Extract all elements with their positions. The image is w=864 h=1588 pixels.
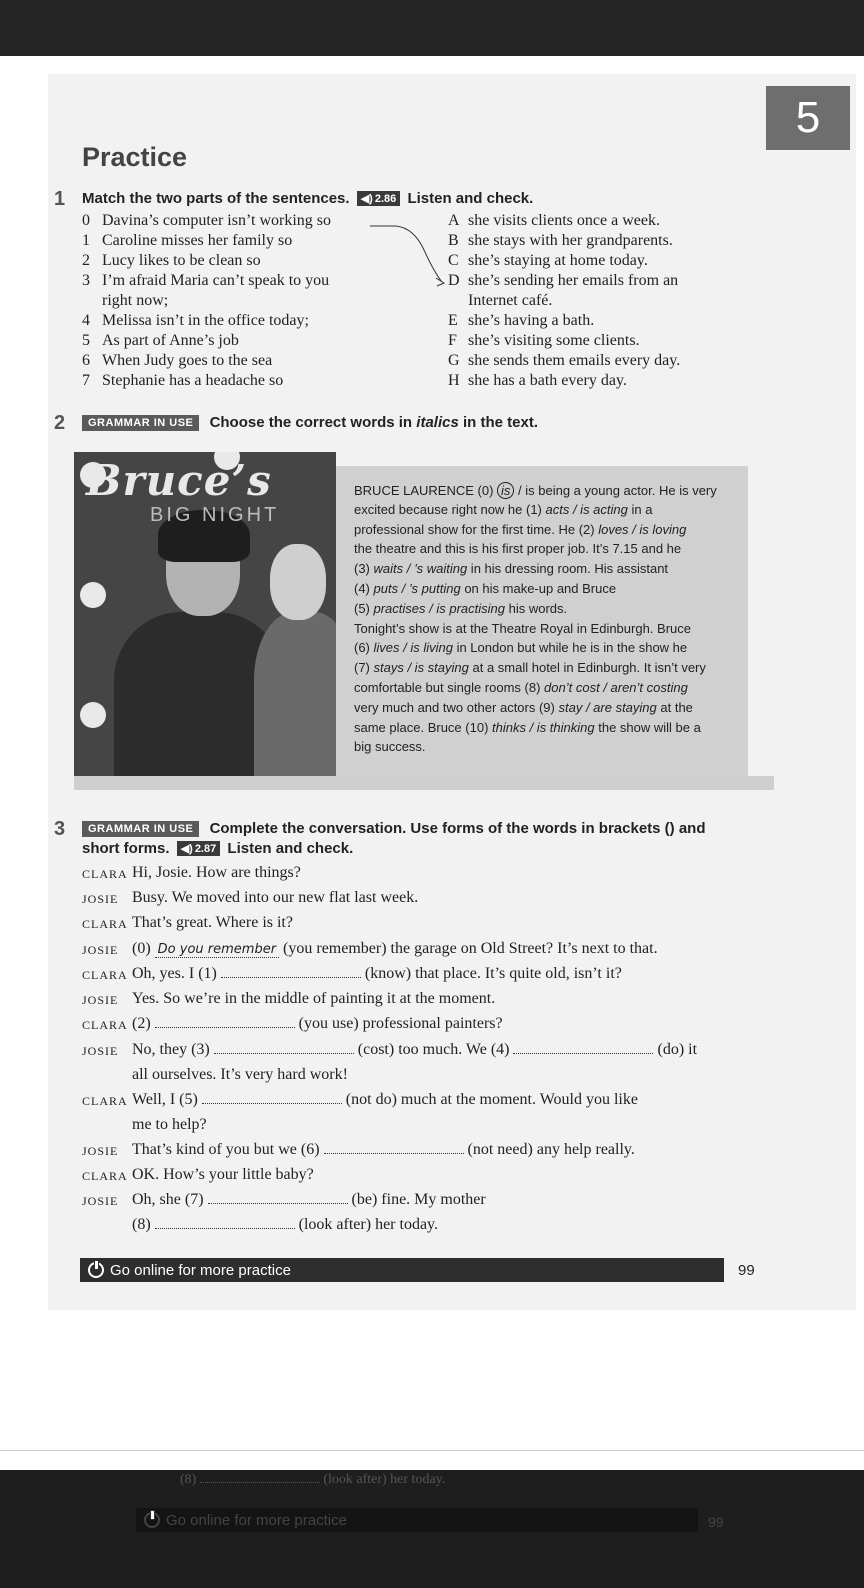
conversation-line bbox=[132, 1116, 207, 1134]
line-text: all ourselves. It’s very hard work! bbox=[132, 1066, 348, 1083]
reading-text-plain: big success. bbox=[354, 739, 426, 755]
ghost-line-b: (look after) her today. bbox=[319, 1472, 446, 1487]
reading-line bbox=[354, 601, 567, 616]
reading-line bbox=[354, 660, 706, 675]
item-text: When Judy goes to the sea bbox=[102, 352, 273, 369]
reading-line bbox=[354, 680, 688, 695]
exercise-3-instruction-end: Listen and check. bbox=[227, 840, 354, 857]
torn-edge bbox=[74, 776, 774, 790]
grammar-in-use-tag: GRAMMAR IN USE bbox=[82, 415, 199, 431]
match-right-item bbox=[448, 312, 594, 330]
item-letter: D bbox=[448, 272, 460, 289]
page-number: 99 bbox=[738, 1262, 755, 1279]
line-text: (do) it bbox=[653, 1041, 698, 1058]
top-dark-bar bbox=[0, 0, 864, 56]
ghost-page-number: 99 bbox=[708, 1514, 724, 1530]
item-letter: A bbox=[448, 212, 460, 229]
line-text: (0) bbox=[132, 940, 155, 957]
italic-choice[interactable]: lives / is living bbox=[373, 640, 453, 656]
conversation-line bbox=[132, 889, 418, 907]
reading-text-plain: the theatre and this is his first proper job. It’s 7.15 and he bbox=[354, 541, 682, 557]
conversation-line bbox=[132, 1166, 314, 1184]
conversation-line bbox=[132, 1091, 638, 1109]
reading-text-plain: in his dressing room. His assistant bbox=[467, 561, 669, 577]
line-text: Busy. We moved into our new flat last week. bbox=[132, 889, 419, 906]
item-number: 0 bbox=[82, 212, 90, 229]
item-text: right now; bbox=[102, 292, 169, 309]
italic-choice[interactable]: stay / are staying bbox=[558, 699, 657, 715]
match-left-item bbox=[82, 292, 168, 310]
exercise-2-instruction-italic: italics bbox=[416, 414, 459, 431]
line-text: (look after) her today. bbox=[294, 1216, 438, 1233]
exercise-1-instruction-end: Listen and check. bbox=[407, 190, 534, 207]
item-letter: B bbox=[448, 232, 459, 249]
item-number: 2 bbox=[82, 252, 90, 269]
reading-text-plain: comfortable but single rooms (8) bbox=[354, 680, 545, 695]
item-text: Stephanie has a headache so bbox=[102, 372, 284, 389]
line-text: Hi, Josie. How are things? bbox=[132, 864, 301, 881]
audio-track-number: 2.87 bbox=[194, 843, 217, 855]
exercise-3-number: 3 bbox=[54, 818, 66, 840]
speaker-label: JOSIE bbox=[82, 892, 119, 906]
speaker-label: JOSIE bbox=[82, 993, 119, 1007]
reading-line bbox=[354, 561, 668, 576]
item-letter: C bbox=[448, 252, 459, 269]
answer-gap[interactable] bbox=[513, 1041, 653, 1054]
italic-choice[interactable]: loves / is loving bbox=[598, 521, 687, 537]
line-text: (be) fine. My mother bbox=[347, 1191, 486, 1208]
item-number: 3 bbox=[82, 272, 90, 289]
reading-text-plain: BRUCE LAURENCE (0) bbox=[354, 483, 498, 498]
item-text: she’s having a bath. bbox=[468, 312, 595, 329]
item-number: 1 bbox=[82, 232, 90, 249]
conversation-line bbox=[132, 864, 301, 882]
ghost-line-a: (8) bbox=[180, 1472, 200, 1487]
item-text: Caroline misses her family so bbox=[102, 232, 293, 249]
italic-choice[interactable]: stays / is staying bbox=[373, 660, 469, 676]
section-title: Practice bbox=[82, 142, 188, 172]
ghost-online-bar bbox=[136, 1508, 698, 1532]
mirror-bulb bbox=[80, 582, 106, 608]
reading-text-plain: in London but while he is in the show he bbox=[452, 640, 688, 656]
line-text: (you use) professional painters? bbox=[294, 1015, 503, 1032]
line-text: (know) that place. It’s quite old, isn’t it? bbox=[360, 965, 622, 982]
line-text: That’s kind of you but we (6) bbox=[132, 1141, 324, 1158]
italic-choice[interactable]: waits / ’s waiting bbox=[373, 561, 468, 577]
reading-line bbox=[354, 482, 717, 499]
unit-badge: 5 bbox=[766, 86, 850, 150]
line-text: Oh, yes. I (1) bbox=[132, 965, 221, 982]
grammar-in-use-tag: GRAMMAR IN USE bbox=[82, 821, 199, 837]
item-letter: H bbox=[448, 372, 460, 389]
answer-gap[interactable] bbox=[208, 1191, 348, 1204]
match-right-item bbox=[448, 272, 678, 290]
reading-text-plain: in a bbox=[627, 501, 653, 517]
audio-track-number: 2.86 bbox=[374, 193, 397, 205]
reading-line bbox=[354, 502, 652, 517]
line-text: me to help? bbox=[132, 1116, 207, 1133]
speaker-label: JOSIE bbox=[82, 1194, 119, 1208]
poster-subtitle: BIG NIGHT bbox=[150, 504, 280, 526]
item-text: she’s staying at home today. bbox=[468, 252, 648, 269]
conversation-line bbox=[132, 1066, 348, 1084]
exercise-2-instruction bbox=[82, 414, 538, 431]
match-left-item bbox=[82, 212, 331, 230]
speaker-label: CLARA bbox=[82, 1169, 128, 1183]
italic-choice[interactable]: thinks / is thinking bbox=[492, 719, 595, 735]
item-text: Melissa isn’t in the office today; bbox=[102, 312, 309, 329]
go-online-bar[interactable] bbox=[80, 1258, 724, 1282]
item-number: 4 bbox=[82, 312, 90, 329]
exercise-1-instruction-text: Match the two parts of the sentences. bbox=[82, 190, 350, 207]
reading-text-plain: (6) bbox=[354, 640, 374, 656]
reading-text-plain: professional show for the first time. He (2) bbox=[354, 521, 599, 537]
reading-text-plain: excited because right now he (1) bbox=[354, 501, 546, 517]
item-text: Internet café. bbox=[468, 292, 553, 309]
exercise-3-instruction-2: short forms. bbox=[82, 840, 170, 857]
line-text: Oh, she (7) bbox=[132, 1191, 208, 1208]
poster-title: Bruce’s bbox=[86, 456, 272, 505]
match-right-item bbox=[448, 292, 552, 310]
ghost-gap bbox=[200, 1470, 320, 1483]
conversation-line bbox=[132, 914, 293, 932]
item-letter: F bbox=[448, 332, 457, 349]
conversation-line bbox=[132, 990, 495, 1008]
exercise-3-instruction-text: Complete the conversation. Use forms of the words in brackets () and bbox=[209, 820, 706, 837]
reading-text-plain: at a small hotel in Edinburgh. It isn’t very bbox=[468, 660, 706, 676]
conversation-line bbox=[132, 1216, 438, 1234]
exercise-3-instruction bbox=[82, 820, 706, 837]
reading-text-plain: his words. bbox=[505, 600, 568, 616]
line-text: (8) bbox=[132, 1216, 155, 1233]
conversation-line bbox=[132, 1141, 635, 1159]
exercise-2-number: 2 bbox=[54, 412, 66, 434]
speaker-icon: ◀) bbox=[180, 843, 193, 855]
reading-line bbox=[354, 541, 681, 556]
conversation-line bbox=[132, 940, 658, 958]
item-text: she has a bath every day. bbox=[468, 372, 627, 389]
italic-choice[interactable]: acts / is acting bbox=[545, 501, 628, 517]
circled-answer: is bbox=[497, 482, 514, 499]
line-text: (cost) too much. We (4) bbox=[353, 1041, 514, 1058]
conversation-line bbox=[132, 1191, 486, 1209]
match-right-item bbox=[448, 252, 648, 270]
match-left-item bbox=[82, 332, 239, 350]
line-text: Yes. So we’re in the middle of painting it at the moment. bbox=[132, 990, 496, 1007]
italic-choice[interactable]: puts / ’s putting bbox=[373, 581, 461, 596]
audio-track-badge[interactable] bbox=[357, 191, 401, 206]
item-text: she’s visiting some clients. bbox=[468, 332, 640, 349]
exercise-1-instruction bbox=[82, 190, 533, 207]
italic-choice[interactable]: practises / is practising bbox=[373, 600, 505, 616]
speaker-label: JOSIE bbox=[82, 943, 119, 957]
line-text: (not do) much at the moment. Would you like bbox=[341, 1091, 638, 1108]
reading-line bbox=[354, 700, 693, 715]
match-right-item bbox=[448, 212, 660, 230]
line-text: (2) bbox=[132, 1015, 155, 1032]
assistant-figure bbox=[254, 612, 336, 776]
item-number: 6 bbox=[82, 352, 90, 369]
exercise-2-instruction-a: Choose the correct words in bbox=[209, 414, 413, 431]
go-online-label: Go online for more practice bbox=[110, 1261, 291, 1279]
match-right-item bbox=[448, 372, 627, 390]
item-text: As part of Anne’s job bbox=[102, 332, 239, 349]
line-text: No, they (3) bbox=[132, 1041, 214, 1058]
match-right-item bbox=[448, 232, 673, 250]
page-divider bbox=[0, 1450, 864, 1451]
reading-text-plain: at the bbox=[656, 699, 693, 715]
italic-choice[interactable]: don’t cost / aren’t costing bbox=[544, 680, 688, 695]
match-left-item bbox=[82, 352, 272, 370]
line-text: (not need) any help really. bbox=[463, 1141, 635, 1158]
item-text: I’m afraid Maria can’t speak to you bbox=[102, 272, 330, 289]
answer-gap[interactable] bbox=[155, 1015, 295, 1028]
speaker-label: JOSIE bbox=[82, 1044, 119, 1058]
speaker-label: CLARA bbox=[82, 867, 128, 881]
reading-text-plain: very much and two other actors (9) bbox=[354, 699, 559, 715]
speaker-label: CLARA bbox=[82, 917, 128, 931]
conversation-line bbox=[132, 1041, 697, 1059]
reading-text-plain: the show will be a bbox=[594, 719, 701, 735]
exercise-1-number: 1 bbox=[54, 188, 66, 210]
conversation-line bbox=[132, 965, 622, 983]
line-text: Well, I (5) bbox=[132, 1091, 202, 1108]
mirror-bulb bbox=[80, 702, 106, 728]
reading-text-plain: on his make-up and Bruce bbox=[460, 581, 617, 596]
ghost-conversation-line bbox=[180, 1470, 445, 1488]
reading-line bbox=[354, 621, 691, 636]
answer-gap[interactable] bbox=[324, 1141, 464, 1154]
audio-track-badge[interactable] bbox=[177, 841, 221, 856]
match-right-item bbox=[448, 332, 640, 350]
exercise-2-instruction-b: in the text. bbox=[462, 414, 538, 431]
exercise-3-instruction-line2 bbox=[82, 840, 353, 857]
item-text: she’s sending her emails from an bbox=[468, 272, 679, 289]
power-icon bbox=[88, 1262, 104, 1278]
reading-text-plain: same place. Bruce (10) bbox=[354, 719, 493, 735]
reading-line bbox=[354, 522, 686, 537]
item-letter: G bbox=[448, 352, 460, 369]
reading-line bbox=[354, 581, 616, 596]
ghost-online-label: Go online for more practice bbox=[166, 1511, 347, 1529]
reading-line bbox=[354, 720, 701, 735]
speaker-label: CLARA bbox=[82, 1094, 128, 1108]
assistant-face bbox=[270, 544, 326, 620]
reading-text-plain: (4) bbox=[354, 581, 374, 596]
item-text: Lucy likes to be clean so bbox=[102, 252, 261, 269]
answer-gap[interactable] bbox=[202, 1091, 342, 1104]
example-answer: Do you remember bbox=[155, 942, 279, 958]
conversation-line bbox=[132, 1015, 503, 1033]
ghost-power-icon bbox=[144, 1512, 160, 1528]
match-left-item bbox=[82, 272, 329, 290]
line-text: (you remember) the garage on Old Street? It’s next to that. bbox=[279, 940, 658, 957]
reading-text-plain: Tonight’s show is at the Theatre Royal in Edinburgh. Bruce bbox=[354, 620, 691, 636]
item-number: 5 bbox=[82, 332, 90, 349]
item-text: she visits clients once a week. bbox=[468, 212, 660, 229]
speaker-label: CLARA bbox=[82, 968, 128, 982]
line-text: OK. How’s your little baby? bbox=[132, 1166, 314, 1183]
answer-gap[interactable] bbox=[221, 965, 361, 978]
line-text: That’s great. Where is it? bbox=[132, 914, 293, 931]
reading-text-plain: / is being a young actor. He is very bbox=[514, 483, 717, 498]
match-left-item bbox=[82, 372, 283, 390]
reading-line bbox=[354, 739, 426, 754]
match-left-item bbox=[82, 252, 261, 270]
answer-gap[interactable] bbox=[214, 1041, 354, 1054]
speaker-label: JOSIE bbox=[82, 1144, 119, 1158]
item-text: Davina’s computer isn’t working so bbox=[102, 212, 332, 229]
item-number: 7 bbox=[82, 372, 90, 389]
item-letter: E bbox=[448, 312, 458, 329]
match-connector-line bbox=[364, 220, 454, 290]
match-right-item bbox=[448, 352, 680, 370]
reading-text-plain: (7) bbox=[354, 660, 374, 676]
item-text: she stays with her grandparents. bbox=[468, 232, 673, 249]
match-left-item bbox=[82, 312, 309, 330]
speaker-label: CLARA bbox=[82, 1018, 128, 1032]
answer-gap[interactable] bbox=[155, 1216, 295, 1229]
match-left-item bbox=[82, 232, 292, 250]
item-text: she sends them emails every day. bbox=[468, 352, 681, 369]
reading-text-plain: (3) bbox=[354, 561, 374, 577]
speaker-icon: ◀) bbox=[360, 193, 373, 205]
reading-text-plain: (5) bbox=[354, 600, 374, 616]
reading-line bbox=[354, 640, 687, 655]
